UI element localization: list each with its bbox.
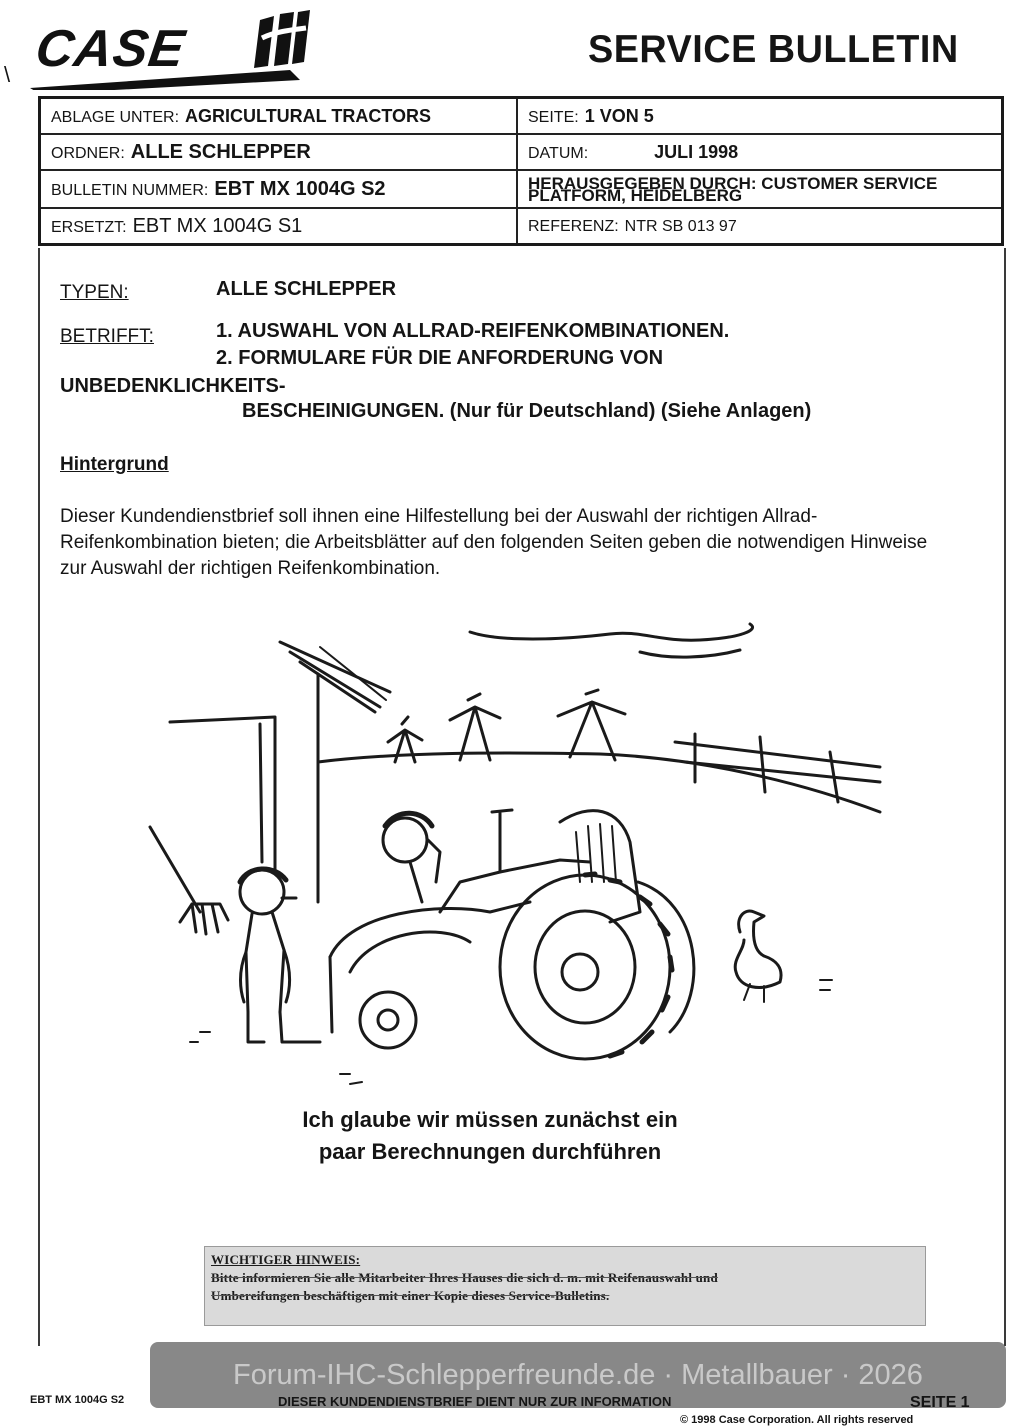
- referenz-value: NTR SB 013 97: [624, 218, 737, 235]
- notice-title: WICHTIGER HINWEIS:: [211, 1252, 361, 1267]
- scan-mark: \: [4, 62, 11, 87]
- bulletin-title: SERVICE BULLETIN: [588, 28, 959, 71]
- footer-copyright: © 1998 Case Corporation. All rights reserved: [680, 1414, 914, 1426]
- typen-value: ALLE SCHLEPPER: [216, 278, 397, 300]
- bulletin-number-label: BULLETIN NUMMER:: [51, 181, 209, 199]
- footer-info-note: DIESER KUNDENDIENSTBRIEF DIENT NUR ZUR INFORMATION: [278, 1394, 672, 1409]
- footer-page-number: SEITE 1: [910, 1394, 970, 1411]
- betrifft-line-3: UNBEDENKLICHKEITS-: [60, 375, 286, 397]
- svg-text:CASE: CASE: [32, 20, 189, 78]
- referenz-cell: [517, 208, 1003, 245]
- datum-label: DATUM:: [528, 144, 589, 162]
- cartoon-caption: [200, 1104, 780, 1168]
- datum-cell: [517, 134, 1003, 170]
- caption-line-1: Ich glaube wir müssen zunächst ein: [302, 1107, 678, 1132]
- typen-label: TYPEN:: [60, 282, 129, 303]
- herausgegeben-cell: HERAUSGEGEBEN DURCH: CUSTOMER SERVICE PLATFORM, HEIDELBERG: [517, 170, 1003, 208]
- datum-value: JULI 1998: [654, 141, 739, 162]
- ablage-label: ABLAGE UNTER:: [51, 108, 180, 126]
- betrifft-line-2: 2. FORMULARE FÜR DIE ANFORDERUNG VON: [216, 347, 664, 369]
- ersetzt-cell: [40, 208, 518, 245]
- bulletin-number-cell: [40, 170, 518, 208]
- ordner-cell: [40, 134, 518, 170]
- betrifft-line-1: 1. AUSWAHL VON ALLRAD-REIFENKOMBINATIONEN.: [216, 320, 730, 342]
- referenz-label: REFERENZ:: [528, 218, 619, 235]
- ordner-label: ORDNER:: [51, 144, 125, 162]
- case-ih-logo: [22, 8, 312, 90]
- bulletin-info-table: [38, 96, 1004, 246]
- hintergrund-heading: Hintergrund: [60, 454, 169, 475]
- ersetzt-label: ERSETZT:: [51, 218, 127, 236]
- intro-paragraph: Dieser Kundendienstbrief soll ihnen eine Hilfestellung bei der Auswahl der richtigen Allrad-Reifenkombination bieten; die Arbeitsblätter auf den folgenden Seiten geben die notwendigen Hinweise zur Auswahl der richtigen Reifenkombination.: [60, 506, 928, 579]
- tractor-cartoon-illustration: [140, 612, 900, 1092]
- betrifft-label: BETRIFFT:: [60, 326, 154, 347]
- forum-watermark: Forum-IHC-Schlepperfreunde.de · Metallbauer · 2026: [150, 1342, 1006, 1408]
- important-notice-box: [204, 1246, 926, 1326]
- seite-value: 1 VON 5: [584, 105, 654, 126]
- notice-line-1: Bitte informieren Sie alle Mitarbeiter Ihres Hauses die sich d. m. mit Reifenauswahl und: [211, 1270, 718, 1285]
- footer-bulletin-number: EBT MX 1004G S2: [30, 1394, 125, 1406]
- ersetzt-value: EBT MX 1004G S1: [132, 214, 303, 237]
- caption-line-2: paar Berechnungen durchführen: [318, 1139, 662, 1164]
- ablage-cell: [40, 98, 518, 135]
- seite-label: SEITE:: [528, 108, 579, 126]
- betrifft-line-4: BESCHEINIGUNGEN. (Nur für Deutschland) (Siehe Anlagen): [242, 400, 812, 422]
- bulletin-number-value: EBT MX 1004G S2: [214, 177, 386, 200]
- seite-cell: [517, 98, 1003, 135]
- ordner-value: ALLE SCHLEPPER: [130, 140, 311, 163]
- ablage-value: AGRICULTURAL TRACTORS: [185, 105, 432, 126]
- notice-line-2: Umbereifungen beschäftigen mit einer Kopie dieses Service-Bulletins.: [211, 1288, 610, 1303]
